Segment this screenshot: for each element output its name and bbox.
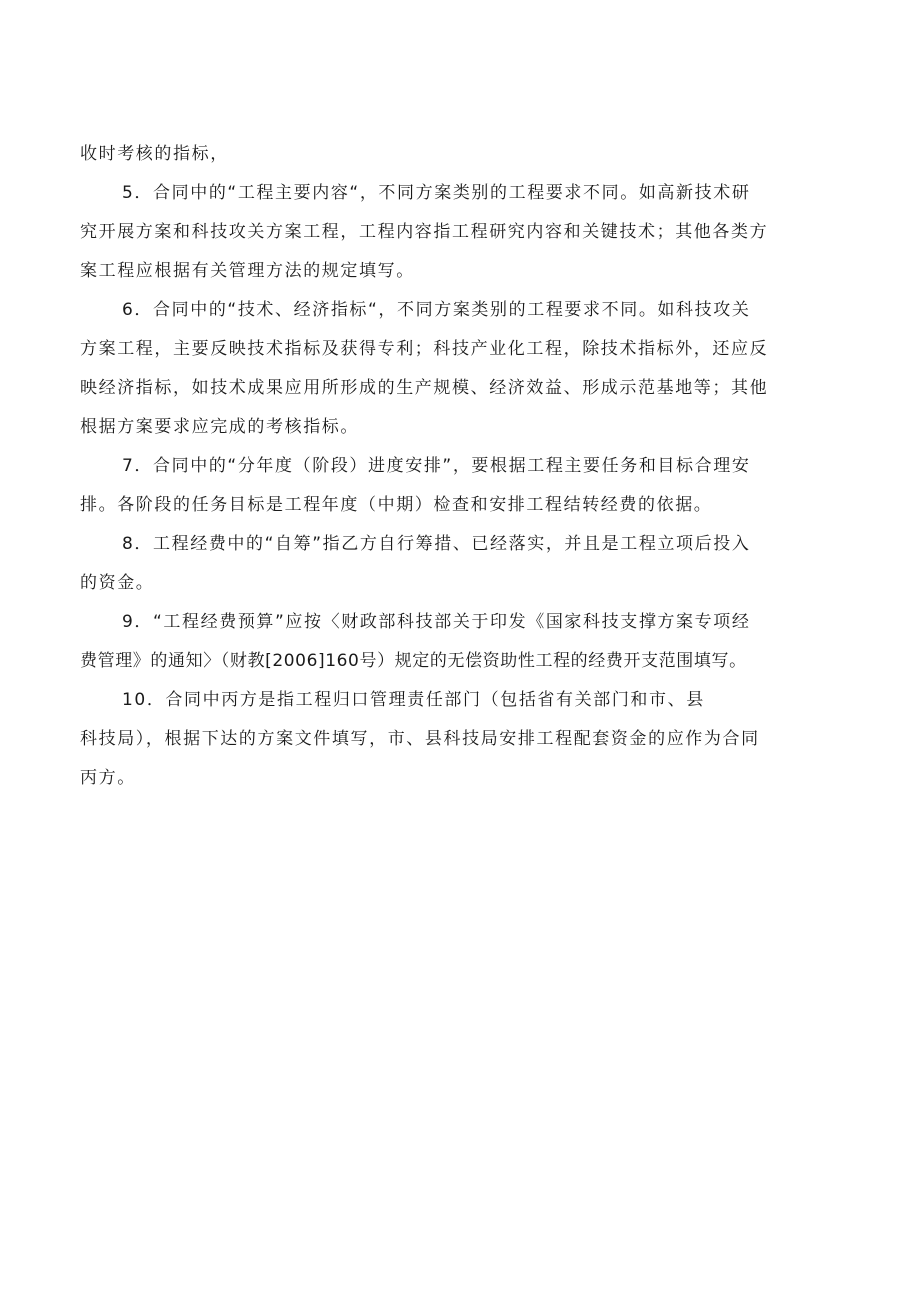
- text-line: 根据方案要求应完成的考核指标。: [80, 417, 359, 437]
- text-line: 案工程应根据有关管理方法的规定填写。: [80, 261, 415, 281]
- text-line: 10．合同中丙方是指工程归口管理责任部门（包括省有关部门和市、县: [122, 690, 705, 710]
- paragraph-item-5: [80, 177, 820, 287]
- document-page: [80, 138, 820, 801]
- paragraph-item-6: [80, 294, 820, 443]
- text-line: 究开展方案和科技攻关方案工程，工程内容指工程研究内容和关键技术；其他各类方: [80, 222, 769, 242]
- text-line: 8．工程经费中的“自筹”指乙方自行筹措、已经落实，并且是工程立项后投入: [122, 534, 751, 554]
- paragraph-item-9: [80, 606, 820, 677]
- paragraph-item-8: [80, 528, 820, 599]
- text-line: 丙方。: [80, 768, 136, 788]
- text-line: 排。各阶段的任务目标是工程年度（中期）检查和安排工程结转经费的依据。: [80, 495, 713, 515]
- text-line: 7．合同中的“分年度（阶段）进度安排”，要根据工程主要任务和目标合理安: [122, 456, 751, 476]
- paragraph-item-7: [80, 450, 820, 521]
- text-line: 6．合同中的“技术、经济指标“，不同方案类别的工程要求不同。如科技攻关: [122, 300, 751, 320]
- text-line: 科技局），根据下达的方案文件填写，市、县科技局安排工程配套资金的应作为合同: [80, 729, 760, 749]
- text-line: 方案工程，主要反映技术指标及获得专利；科技产业化工程，除技术指标外，还应反: [80, 339, 769, 359]
- text-line: 映经济指标，如技术成果应用所形成的生产规模、经济效益、形成示范基地等；其他: [80, 378, 769, 398]
- paragraph-item-10: [80, 684, 820, 794]
- paragraph-continuation: [80, 138, 820, 170]
- text-line: 9．“工程经费预算”应按〈财政部科技部关于印发《国家科技支撑方案专项经: [122, 612, 751, 632]
- text-line: 费管理》的通知〉（财教[2006]160号）规定的无偿资助性工程的经费开支范围填写。: [80, 651, 747, 671]
- text-line: 收时考核的指标，: [80, 144, 229, 164]
- text-line: 5．合同中的“工程主要内容“，不同方案类别的工程要求不同。如高新技术研: [122, 183, 751, 203]
- text-line: 的资金。: [80, 573, 155, 593]
